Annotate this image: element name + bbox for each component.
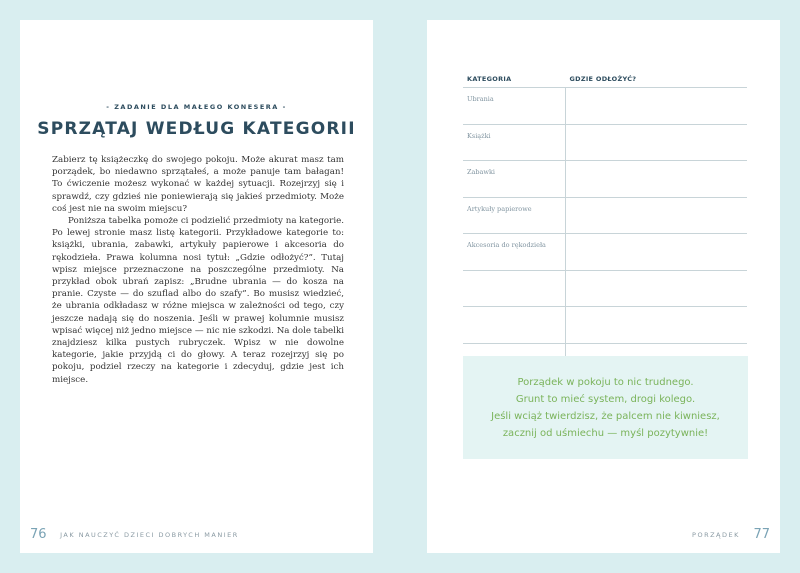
right-page [427,20,780,553]
table-row [463,307,747,344]
category-cell: Ubrania [463,88,566,125]
running-head: JAK NAUCZYĆ DZIECI DOBRYCH MANIER [60,530,239,539]
table-header-row [463,73,747,88]
tip-line: Grunt to mieć system, drogi kolego. [515,393,696,405]
column-header-where: GDZIE ODŁOŻYĆ? [566,73,748,88]
page-number: 77 [753,527,770,542]
category-table [463,73,747,380]
answer-cell [566,234,748,271]
answer-cell [566,161,748,198]
left-footer [30,527,239,542]
body-text [52,154,344,386]
category-cell [463,307,566,344]
paragraph: Poniższa tabelka pomoże ci podzielić przedmioty na kategorie. Po lewej stronie masz listę kategorii. Przykładowe kategorie to: książki, ubrania, zabawki, artykuły papierowe i akcesoria do rękodzieła. Prawa kolumna nosi tytuł: „Gdzie odłożyć?”. Tutaj wpisz miejsce przeznaczone na poszczególne przedmioty. Na przykład obok ubrań zapisz: „Brudne ubrania — do kosza na pranie. Czyste — do szuflad albo do szafy”. Bo musisz wiedzieć, że ubrania odkładasz w różne miejsca w zależności od tego, czy jeszcze nadają się do noszenia. Jeśli w prawej kolumnie musisz wpisać więcej niż jedno miejsce — nic nie szkodzi. Na dole tabelki znajdziesz kilka pustych rubryczek. Wpisz w nie dowolne kategorie, jakie przyjdą ci do głowy. A teraz rozejrzyj się po pokoju, podziel rzeczy na kategorie i zdecyduj, gdzie jest ich miejsce. [52,216,344,385]
category-cell: Artykuły papierowe [463,197,566,234]
answer-cell [566,270,748,307]
task-label: - ZADANIE DLA MAŁEGO KONESERA - [106,103,287,111]
category-cell: Akcesoria do rękodzieła [463,234,566,271]
page-number: 76 [30,527,47,542]
tip-line: zacznij od uśmiechu — myśl pozytywnie! [502,427,709,439]
answer-cell [566,88,748,125]
table-row [463,161,747,198]
paragraph: Zabierz tę książeczkę do swojego pokoju. Może akurat masz tam porządek, bo niedawno sprzątałeś, a może panuje tam bałagan! To ćwiczenie możesz wykonać w każdej sytuacji. Rozejrzyj się i sprawdź, czy gdzieś nie poniewierają się jakieś przedmioty. Może coś jest nie na swoim miejscu? [52,155,344,214]
answer-cell [566,197,748,234]
table-row [463,270,747,307]
category-cell [463,270,566,307]
running-head: PORZĄDEK [692,530,740,539]
column-header-category: KATEGORIA [463,73,566,88]
category-cell: Książki [463,124,566,161]
table-row [463,197,747,234]
page-title: SPRZĄTAJ WEDŁUG KATEGORII [37,119,356,139]
table-row [463,124,747,161]
category-cell: Zabawki [463,161,566,198]
answer-cell [566,307,748,344]
tip-line: Jeśli wciąż twierdzisz, że palcem nie kiwniesz, [491,410,720,422]
tip-line: Porządek w pokoju to nic trudnego. [517,376,694,388]
right-footer [692,527,770,542]
table-row [463,88,747,125]
left-page [20,20,373,553]
table-row [463,234,747,271]
tip-box [463,356,748,459]
answer-cell [566,124,748,161]
